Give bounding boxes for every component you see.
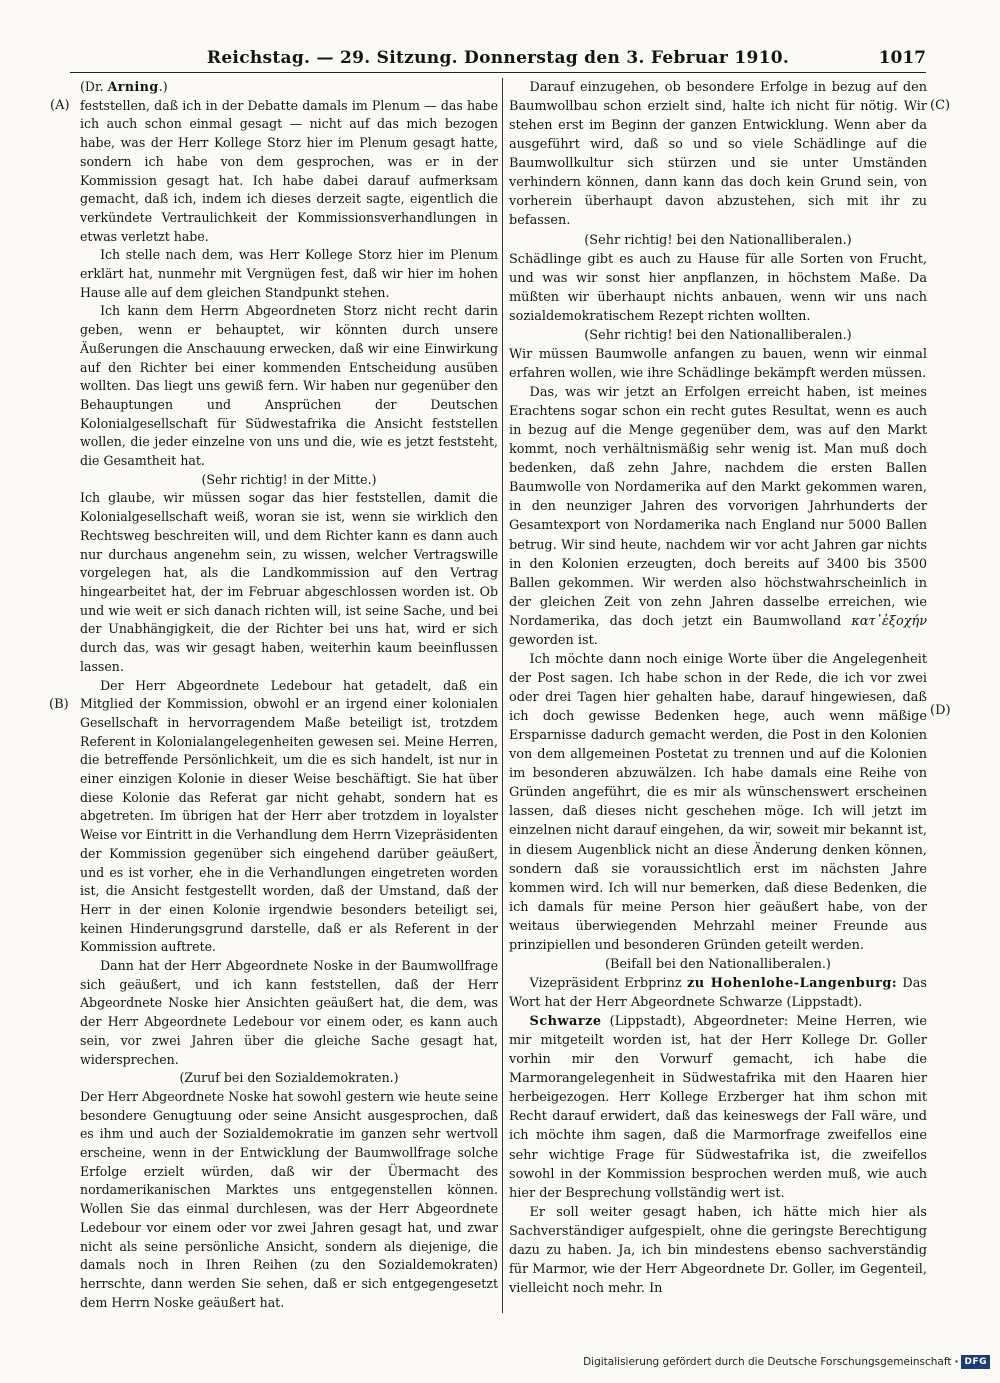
paragraph: Ich möchte dann noch einige Worte über die Angelegenheit der Post sagen. Ich habe schon in der Rede, die ich vor zwei oder drei Tagen hier gehalten habe, darauf hingewiesen, daß ich doch gewisse Bedenken hege, auch wenn mäßige Ersparnisse dadurch gemacht werden, die Post in den Kolonien von dem allgemeinen Postetat zu trennen und auf die Kolonien im besonderen abzuwälzen. Ich habe damals eine Reihe von Gründen angeführt, die es mir als wünschenswert erscheinen lassen, daß dieses nicht geschehen möge. Ich will jetzt im einzelnen nicht darauf eingehen, da wir, soweit mir bekannt ist, in diesem Augenblick nicht an diese Änderung denken können, sondern daß sie voraussichtlich erst im nächsten Jahre kommen wird. Ich will nur bemerken, daß diese Bedenken, die ich damals für meine Person hier geäußert habe, von der weitaus überwiegenden Mehrzahl meiner Freunde aus prinzipiellen und besonderen Gründen geteilt werden. bbox=[509, 651, 927, 953]
paragraph: Darauf einzugehen, ob besondere Erfolge in bezug auf den Baumwollbau schon erzielt sind, halte ich nicht für nötig. Wir stehen erst im Beginn der ganzen Entwicklung. Wenn aber da ausgeführt wird, daß so und so viele Schädlinge auf die Baumwollkultur sich stürzen und sie unter Umständen verhindern können, dann kann das doch kein Grund sein, von vorherein überhaupt davon abzustehen, sich mit ihr zu befassen. bbox=[509, 80, 927, 229]
dfg-logo: DFG bbox=[961, 1355, 990, 1369]
paragraph: Der Herr Abgeordnete Ledebour hat getadelt, daß ein Mitglied der Kommission, obwohl er an irgend einer kolonialen Gesellschaft in hervorragendem Maße beteiligt ist, trotzdem Referent in Kolonialangelegenheiten gewesen sei. Meine Herren, die betreffende Persönlichkeit, um die es sich handelt, ist nur in einer einzigen Kolonie in dieser Weise beschäftigt. Sie hat über diese Kolonie das Referat gar nicht gehabt, sondern hat es abgetreten. Im übrigen hat der Herr aber trotzdem in loyalster Weise vor Eintritt in die Verhandlung dem Herrn Vizepräsidenten der Kommission gegenüber sich eingehend darüber geäußert, und es ist vorher, ehe in die Verhandlungen eingetreten worden ist, die Ansicht festgestellt worden, daß der Umstand, daß der Herr in der einen Kolonie irgendwie besonders beteiligt sei, keinen Hinderungsgrund darstelle, daß er als Referent in der Kommission auftrete. bbox=[80, 677, 498, 955]
header-rule bbox=[70, 72, 926, 73]
page-header bbox=[70, 44, 926, 74]
running-title: Reichstag. — 29. Sitzung. Donnerstag den 3. Februar 1910. bbox=[206, 48, 790, 68]
right-column bbox=[509, 78, 927, 1298]
page-number: 1017 bbox=[878, 48, 926, 68]
speaker-reference: (Dr. Arning.) bbox=[80, 79, 168, 94]
column-divider bbox=[502, 78, 503, 1313]
vice-president-name: zu Hohenlohe-Langenburg: bbox=[686, 975, 898, 991]
interjection: (Zuruf bei den Sozialdemokraten.) bbox=[179, 1070, 399, 1086]
paragraph: Wir müssen Baumwolle anfangen zu bauen, wenn wir einmal erfahren wollen, wie ihre Schädlinge bekämpft werden müssen. bbox=[509, 346, 927, 381]
digitization-footer: Digitalisierung gefördert durch die Deutsche Forschungsgemeinschaft · DFG bbox=[583, 1355, 990, 1369]
interjection: (Beifall bei den Nationalliberalen.) bbox=[605, 956, 831, 972]
paragraph: Das, was wir jetzt an Erfolgen erreicht haben, ist meines Erachtens sogar schon ein recht gutes Resultat, wenn es auch in bezug auf die Menge gegenüber dem, was auf den Markt kommt, noch verhältnismäßig sehr wenig ist. Man muß doch bedenken, daß zehn Jahre, nachdem die ersten Ballen Baumwolle von Nordamerika auf den Markt gekommen waren, in den neunziger Jahren des vorvorigen Jahrhunderts der Gesamtexport von Nordamerika nach England nur 5000 Ballen betrug. Wir sind heute, nachdem wir vor acht Jahren gar nichts in den Kolonien erzeugten, doch bereits auf 3400 bis 3500 Ballen gekommen. Wir werden also höchstwahrscheinlich in der gleichen Zeit von zehn Jahren dasselbe erreichen, wie Nordamerika, das doch jetzt ein Baumwolland κατ᾿ἐξοχήν geworden ist. bbox=[509, 385, 927, 648]
paragraph: Ich kann dem Herrn Abgeordneten Storz nicht recht darin geben, wenn er behauptet, wir könnten durch unsere Äußerungen die Anschauung erwecken, daß wir eine Einwirkung auf den Richter bei einer kommenden Entscheidung ausüben wollten. Das liegt uns gewiß fern. Wir haben nur gegenüber den Behauptungen und Ansprüchen der Deutschen Kolonialgesellschaft für Südwestafrika die Ansicht feststellen wollen, die jeder einzelne von uns und die, wie es jetzt feststeht, die Gesamtheit hat. bbox=[80, 303, 498, 469]
paragraph: Er soll weiter gesagt haben, ich hätte mich hier als Sachverständiger aufgespielt, ohne die geringste Berechtigung dazu zu haben. Ja, ich bin mindestens ebenso sachverständig für Marmor, wie der Herr Abgeordnete Dr. Goller, im Gegenteil, vielleicht noch mehr. In bbox=[509, 1204, 927, 1296]
paragraph: Ich stelle nach dem, was Herr Kollege Storz hier im Plenum erklärt hat, nunmehr mit Vergnügen fest, daß wir hier im hohen Hause alle auf dem gleichen Standpunkt stehen. bbox=[80, 247, 498, 300]
speaker-name: Schwarze bbox=[529, 1014, 602, 1030]
margin-marker-c: (C) bbox=[930, 98, 951, 113]
paragraph: Ich glaube, wir müssen sogar das hier feststellen, damit die Kolonialgesellschaft weiß, woran sie ist, wenn sie wirklich den Rechtsweg beschreiten will, und dem Richter kann es dann auch nur durchaus angenehm sein, zu wissen, welcher Vertragswille vorgelegen hat, als die Landkommission auf den Vertrag hingearbeitet hat, der im Februar abgeschlossen worden ist. Ob und wie weit er sich danach richten will, ist seine Sache, und bei der Unabhängigkeit, die der Richter bei uns hat, wird er sich durch das, was wir gesagt haben, weiterhin kaum beeinflussen lassen. bbox=[80, 490, 498, 674]
speaker-paragraph: Schwarze (Lippstadt), Abgeordneter: Meine Herren, wie mir mitgeteilt worden ist, hat der Herr Kollege Dr. Goller vorhin mir den Vorwurf gemacht, ich habe die Marmorangelegenheit in Südwestafrika mit den Haaren hier herbeigezogen. Herr Kollege Erzberger hat ihm schon mit Recht darauf erwidert, daß das keineswegs der Fall wäre, und ich möchte ihm sagen, daß die Marmorfrage zweifellos eine sehr wichtige Frage für Südwestafrika ist, die zweifellos sowohl in der Kommission besprochen werden muß, wie auch hier der Besprechung vollständig wert ist. bbox=[509, 1014, 927, 1201]
margin-marker-a: (A) bbox=[50, 98, 70, 113]
margin-marker-b: (B) bbox=[49, 697, 69, 712]
interjection: (Sehr richtig! bei den Nationalliberalen.) bbox=[584, 327, 852, 343]
paragraph: Der Herr Abgeordnete Noske hat sowohl gestern wie heute seine besondere Genugtuung oder seine Ansicht ausgesprochen, daß es ihm und auch der Sozialdemokratie im ganzen sehr wertvoll erscheine, wenn in der Entwicklung der Baumwollfrage solche Erfolge erzielt würden, daß wir der Übermacht des nordamerikanischen Marktes uns entgegenstellen können. Wollen Sie das einmal durchlesen, was der Herr Abgeordnete Ledebour vor einem oder vor zwei Jahren gesagt hat, und zwar nicht als seine persönliche Ansicht, sondern als diejenige, die damals noch in Ihren Reihen (zu den Sozialdemokraten) herrschte, dann werden Sie sehen, daß er sich entgegengesetzt dem Herrn Noske geäußert hat. bbox=[80, 1088, 498, 1310]
paragraph: feststellen, daß ich in der Debatte damals im Plenum — das habe ich auch schon einmal gesagt — nicht auf das mich bezogen habe, was der Herr Kollege Storz hier im Plenum gesagt hatte, sondern ich habe von dem gesprochen, was er in der Kommission gesagt hat. Ich habe dabei darauf aufmerksam gemacht, daß ich, indem ich dieses derzeit sagte, eigentlich die verkündete Vertraulichkeit der Kommissionsverhandlungen in etwas verletzt habe. bbox=[80, 97, 498, 244]
speaker-name: Arning bbox=[107, 79, 159, 94]
footer-text: Digitalisierung gefördert durch die Deutsche Forschungsgemeinschaft bbox=[583, 1356, 952, 1368]
vice-president-statement: Vizepräsident Erbprinz zu Hohenlohe-Langenburg: Das Wort hat der Herr Abgeordnete Schwarze (Lippstadt). bbox=[509, 975, 927, 1010]
paragraph: Schädlinge gibt es auch zu Hause für alle Sorten von Frucht, und was wir sonst hier anpflanzen, in höchstem Maße. Da müßten wir überhaupt nichts anbauen, wenn wir uns nach sozialdemokratischem Rezept richten wollten. bbox=[509, 251, 927, 324]
paragraph: Dann hat der Herr Abgeordnete Noske in der Baumwollfrage sich geäußert, und ich kann feststellen, daß der Herr Abgeordnete Noske hier Ansichten geäußert hat, die dem, was der Herr Abgeordnete Ledebour vor einem oder, es kann auch sein, vor zwei Jahren über die gleiche Sache gesagt hat, widersprechen. bbox=[80, 958, 498, 1067]
interjection: (Sehr richtig! in der Mitte.) bbox=[201, 471, 377, 487]
left-column bbox=[80, 78, 498, 1312]
margin-marker-d: (D) bbox=[930, 703, 951, 718]
interjection: (Sehr richtig! bei den Nationalliberalen.) bbox=[584, 232, 852, 248]
greek-phrase: κατ᾿ἐξοχήν bbox=[851, 613, 927, 629]
